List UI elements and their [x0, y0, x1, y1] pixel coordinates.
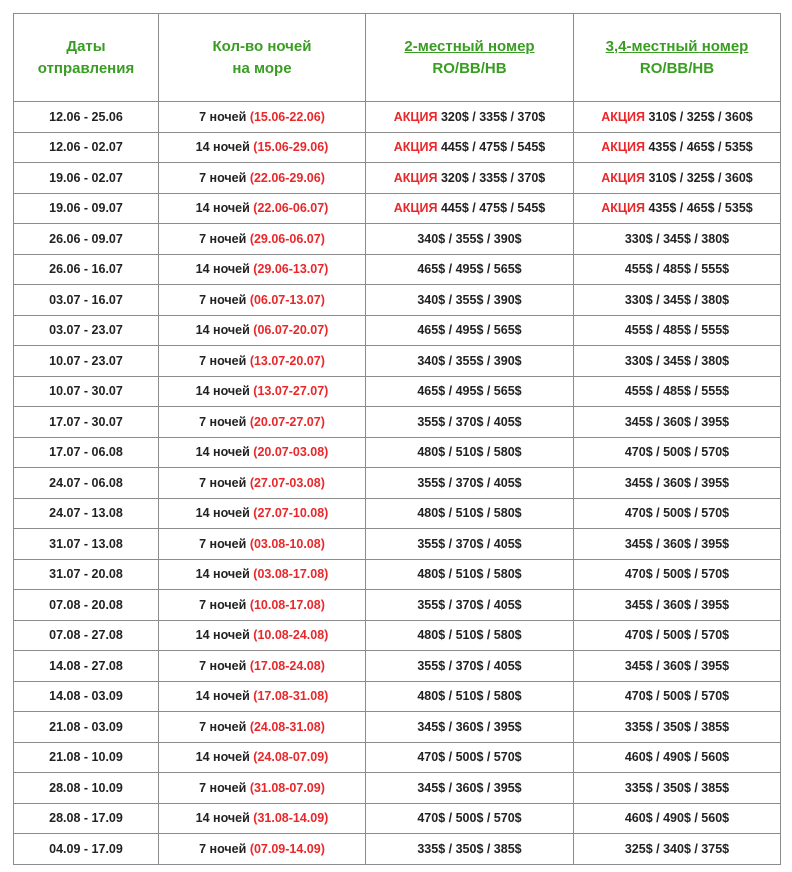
departure-dates-cell: 26.06 - 16.07 [14, 254, 159, 285]
nights-period: (10.08-17.08) [249, 597, 325, 612]
price-values: 465$ / 495$ / 565$ [417, 262, 522, 277]
nights-count: 7 ночей [199, 658, 247, 673]
price-values: 345$ / 360$ / 395$ [624, 414, 730, 429]
nights-count: 7 ночей [199, 414, 247, 429]
departure-dates-cell: 14.08 - 03.09 [14, 681, 159, 712]
price-values: 345$ / 360$ / 395$ [624, 597, 730, 612]
nights-period: (03.08-17.08) [253, 567, 329, 582]
departure-dates-cell: 10.07 - 23.07 [14, 346, 159, 377]
nights-count: 7 ночей [199, 841, 247, 856]
double-room-price-cell [366, 163, 574, 194]
nights-period: (17.08-31.08) [253, 689, 329, 704]
table-row [14, 498, 781, 529]
nights-count: 14 ночей [195, 750, 250, 765]
nights-cell [159, 559, 366, 590]
nights-cell [159, 437, 366, 468]
price-values: 340$ / 355$ / 390$ [417, 353, 522, 368]
nights-period: (29.06-13.07) [253, 262, 329, 277]
nights-period: (24.08-31.08) [249, 719, 325, 734]
table-row [14, 376, 781, 407]
table-row [14, 651, 781, 682]
departure-dates-cell: 04.09 - 17.09 [14, 834, 159, 865]
nights-count: 7 ночей [199, 170, 247, 185]
departure-dates-cell: 12.06 - 02.07 [14, 132, 159, 163]
table-row [14, 193, 781, 224]
triple-quad-room-price-cell [574, 285, 781, 316]
nights-period: (15.06-29.06) [253, 140, 329, 155]
nights-count: 14 ночей [195, 811, 250, 826]
departure-dates-cell: 31.07 - 20.08 [14, 559, 159, 590]
departure-dates-cell: 24.07 - 06.08 [14, 468, 159, 499]
nights-cell [159, 193, 366, 224]
tour-price-table [13, 13, 781, 865]
table-row [14, 620, 781, 651]
header-nights-line1: Кол-во ночей [212, 37, 312, 55]
nights-period: (06.07-13.07) [249, 292, 325, 307]
triple-quad-room-price-cell [574, 681, 781, 712]
double-room-price-cell [366, 315, 574, 346]
triple-quad-room-price-cell [574, 651, 781, 682]
triple-quad-room-price-cell [574, 773, 781, 804]
price-values: 355$ / 370$ / 405$ [417, 536, 522, 551]
price-values: 455$ / 485$ / 555$ [624, 384, 730, 399]
table-row [14, 346, 781, 377]
header-departure-dates [14, 14, 159, 102]
double-room-price-cell [366, 590, 574, 621]
nights-count: 14 ночей [195, 262, 250, 277]
departure-dates-cell: 26.06 - 09.07 [14, 224, 159, 255]
double-room-price-cell [366, 773, 574, 804]
nights-count: 14 ночей [195, 567, 250, 582]
price-values: 330$ / 345$ / 380$ [624, 292, 730, 307]
double-room-price-cell [366, 132, 574, 163]
price-values: 445$ / 475$ / 545$ [440, 140, 546, 155]
nights-count: 7 ночей [199, 231, 247, 246]
price-values: 330$ / 345$ / 380$ [624, 353, 730, 368]
header-nights-at-sea [159, 14, 366, 102]
price-values: 465$ / 495$ / 565$ [417, 323, 522, 338]
double-room-price-cell [366, 498, 574, 529]
price-values: 340$ / 355$ / 390$ [417, 231, 522, 246]
header-double-room-link[interactable]: 2-местный номер [404, 37, 535, 55]
price-values: 345$ / 360$ / 395$ [417, 780, 522, 795]
nights-count: 14 ночей [195, 506, 250, 521]
double-room-price-cell [366, 712, 574, 743]
table-row [14, 559, 781, 590]
triple-quad-room-price-cell [574, 712, 781, 743]
header-triple-quad-room[interactable] [574, 14, 781, 102]
price-values: 465$ / 495$ / 565$ [417, 384, 522, 399]
table-row [14, 132, 781, 163]
price-values: 470$ / 500$ / 570$ [624, 445, 730, 460]
table-row [14, 102, 781, 133]
nights-period: (31.08-07.09) [249, 780, 325, 795]
header-double-room-boards: RO/BB/HB [432, 59, 507, 77]
price-values: 335$ / 350$ / 385$ [624, 780, 730, 795]
nights-period: (29.06-06.07) [249, 231, 325, 246]
price-values: 435$ / 465$ / 535$ [648, 140, 753, 155]
price-values: 340$ / 355$ / 390$ [417, 292, 522, 307]
departure-dates-cell: 19.06 - 02.07 [14, 163, 159, 194]
double-room-price-cell [366, 681, 574, 712]
nights-cell [159, 590, 366, 621]
table-row [14, 803, 781, 834]
nights-count: 7 ночей [199, 597, 247, 612]
nights-period: (07.09-14.09) [249, 841, 325, 856]
departure-dates-cell: 21.08 - 10.09 [14, 742, 159, 773]
price-values: 455$ / 485$ / 555$ [624, 323, 730, 338]
table-row [14, 590, 781, 621]
triple-quad-room-price-cell [574, 803, 781, 834]
price-values: 320$ / 335$ / 370$ [440, 109, 546, 124]
table-row [14, 834, 781, 865]
price-values: 335$ / 350$ / 385$ [417, 841, 522, 856]
double-room-price-cell [366, 102, 574, 133]
table-row [14, 712, 781, 743]
price-values: 480$ / 510$ / 580$ [417, 628, 522, 643]
departure-dates-cell: 24.07 - 13.08 [14, 498, 159, 529]
double-room-price-cell [366, 437, 574, 468]
table-row [14, 529, 781, 560]
triple-quad-room-price-cell [574, 407, 781, 438]
price-values: 480$ / 510$ / 580$ [417, 506, 522, 521]
price-values: 345$ / 360$ / 395$ [624, 658, 730, 673]
departure-dates-cell: 12.06 - 25.06 [14, 102, 159, 133]
nights-count: 7 ночей [199, 536, 247, 551]
promo-label: АКЦИЯ [393, 140, 438, 155]
double-room-price-cell [366, 468, 574, 499]
double-room-price-cell [366, 285, 574, 316]
nights-cell [159, 102, 366, 133]
triple-quad-room-price-cell [574, 132, 781, 163]
double-room-price-cell [366, 346, 574, 377]
table-row [14, 773, 781, 804]
nights-cell [159, 529, 366, 560]
header-triple-quad-room-link[interactable]: 3,4-местный номер [605, 37, 749, 55]
double-room-price-cell [366, 651, 574, 682]
promo-label: АКЦИЯ [393, 109, 438, 124]
triple-quad-room-price-cell [574, 254, 781, 285]
price-values: 470$ / 500$ / 570$ [417, 750, 522, 765]
triple-quad-room-price-cell [574, 834, 781, 865]
triple-quad-room-price-cell [574, 559, 781, 590]
nights-count: 7 ночей [199, 353, 247, 368]
nights-count: 7 ночей [199, 719, 247, 734]
nights-period: (27.07-10.08) [253, 506, 329, 521]
nights-period: (15.06-22.06) [249, 109, 325, 124]
nights-cell [159, 346, 366, 377]
table-row [14, 285, 781, 316]
table-row [14, 163, 781, 194]
nights-period: (17.08-24.08) [249, 658, 325, 673]
promo-label: АКЦИЯ [601, 170, 645, 185]
nights-cell [159, 620, 366, 651]
nights-cell [159, 498, 366, 529]
header-nights-line2: на море [232, 59, 292, 77]
price-values: 470$ / 500$ / 570$ [417, 811, 522, 826]
departure-dates-cell: 14.08 - 27.08 [14, 651, 159, 682]
table-row [14, 407, 781, 438]
nights-period: (20.07-27.07) [249, 414, 325, 429]
table-row [14, 437, 781, 468]
price-values: 470$ / 500$ / 570$ [624, 506, 730, 521]
departure-dates-cell: 17.07 - 30.07 [14, 407, 159, 438]
nights-period: (13.07-27.07) [253, 384, 329, 399]
price-values: 480$ / 510$ / 580$ [417, 689, 522, 704]
nights-count: 7 ночей [199, 475, 247, 490]
departure-dates-cell: 17.07 - 06.08 [14, 437, 159, 468]
nights-cell [159, 681, 366, 712]
double-room-price-cell [366, 742, 574, 773]
nights-cell [159, 224, 366, 255]
price-values: 345$ / 360$ / 395$ [417, 719, 522, 734]
price-values: 345$ / 360$ / 395$ [624, 475, 730, 490]
price-values: 325$ / 340$ / 375$ [624, 841, 730, 856]
price-values: 435$ / 465$ / 535$ [648, 201, 753, 216]
double-room-price-cell [366, 224, 574, 255]
price-values: 460$ / 490$ / 560$ [624, 811, 730, 826]
departure-dates-cell: 10.07 - 30.07 [14, 376, 159, 407]
departure-dates-cell: 03.07 - 16.07 [14, 285, 159, 316]
departure-dates-cell: 03.07 - 23.07 [14, 315, 159, 346]
nights-cell [159, 773, 366, 804]
nights-period: (24.08-07.09) [253, 750, 329, 765]
price-values: 480$ / 510$ / 580$ [417, 445, 522, 460]
nights-cell [159, 803, 366, 834]
price-values: 330$ / 345$ / 380$ [624, 231, 730, 246]
triple-quad-room-price-cell [574, 498, 781, 529]
departure-dates-cell: 28.08 - 10.09 [14, 773, 159, 804]
price-values: 320$ / 335$ / 370$ [440, 170, 546, 185]
price-values: 455$ / 485$ / 555$ [624, 262, 730, 277]
nights-count: 14 ночей [195, 323, 250, 338]
nights-period: (10.08-24.08) [253, 628, 329, 643]
nights-cell [159, 315, 366, 346]
table-row [14, 681, 781, 712]
nights-cell [159, 742, 366, 773]
nights-count: 14 ночей [195, 140, 250, 155]
double-room-price-cell [366, 803, 574, 834]
double-room-price-cell [366, 193, 574, 224]
double-room-price-cell [366, 529, 574, 560]
price-values: 345$ / 360$ / 395$ [624, 536, 730, 551]
table-row [14, 254, 781, 285]
departure-dates-cell: 21.08 - 03.09 [14, 712, 159, 743]
price-values: 470$ / 500$ / 570$ [624, 567, 730, 582]
nights-count: 14 ночей [195, 201, 250, 216]
promo-label: АКЦИЯ [393, 170, 438, 185]
header-departure-dates-line2: отправления [37, 59, 135, 77]
nights-cell [159, 834, 366, 865]
nights-period: (20.07-03.08) [253, 445, 329, 460]
table-row [14, 315, 781, 346]
nights-period: (06.07-20.07) [253, 323, 329, 338]
double-room-price-cell [366, 376, 574, 407]
nights-cell [159, 468, 366, 499]
nights-period: (13.07-20.07) [249, 353, 325, 368]
table-row [14, 742, 781, 773]
triple-quad-room-price-cell [574, 742, 781, 773]
departure-dates-cell: 28.08 - 17.09 [14, 803, 159, 834]
nights-cell [159, 254, 366, 285]
price-values: 445$ / 475$ / 545$ [440, 201, 546, 216]
nights-count: 14 ночей [195, 628, 250, 643]
triple-quad-room-price-cell [574, 437, 781, 468]
nights-cell [159, 132, 366, 163]
triple-quad-room-price-cell [574, 163, 781, 194]
nights-count: 14 ночей [195, 384, 250, 399]
nights-cell [159, 376, 366, 407]
promo-label: АКЦИЯ [601, 109, 645, 124]
triple-quad-room-price-cell [574, 346, 781, 377]
price-values: 470$ / 500$ / 570$ [624, 689, 730, 704]
nights-period: (03.08-10.08) [249, 536, 325, 551]
triple-quad-room-price-cell [574, 620, 781, 651]
departure-dates-cell: 07.08 - 27.08 [14, 620, 159, 651]
double-room-price-cell [366, 834, 574, 865]
double-room-price-cell [366, 620, 574, 651]
triple-quad-room-price-cell [574, 102, 781, 133]
double-room-price-cell [366, 559, 574, 590]
nights-period: (31.08-14.09) [253, 811, 329, 826]
table-body [14, 102, 781, 865]
triple-quad-room-price-cell [574, 590, 781, 621]
triple-quad-room-price-cell [574, 224, 781, 255]
header-triple-quad-room-boards: RO/BB/HB [639, 59, 715, 77]
nights-cell [159, 285, 366, 316]
price-values: 355$ / 370$ / 405$ [417, 475, 522, 490]
nights-cell [159, 407, 366, 438]
price-values: 310$ / 325$ / 360$ [648, 109, 753, 124]
nights-count: 7 ночей [199, 109, 247, 124]
table-header [14, 14, 781, 102]
departure-dates-cell: 07.08 - 20.08 [14, 590, 159, 621]
price-values: 310$ / 325$ / 360$ [648, 170, 753, 185]
price-values: 355$ / 370$ / 405$ [417, 658, 522, 673]
nights-cell [159, 712, 366, 743]
price-values: 460$ / 490$ / 560$ [624, 750, 730, 765]
header-row [14, 14, 781, 102]
nights-count: 14 ночей [195, 689, 250, 704]
departure-dates-cell: 31.07 - 13.08 [14, 529, 159, 560]
nights-count: 14 ночей [195, 445, 250, 460]
nights-period: (22.06-06.07) [253, 201, 329, 216]
triple-quad-room-price-cell [574, 193, 781, 224]
nights-period: (22.06-29.06) [249, 170, 325, 185]
price-values: 480$ / 510$ / 580$ [417, 567, 522, 582]
double-room-price-cell [366, 407, 574, 438]
triple-quad-room-price-cell [574, 376, 781, 407]
price-values: 335$ / 350$ / 385$ [624, 719, 730, 734]
triple-quad-room-price-cell [574, 315, 781, 346]
table-row [14, 224, 781, 255]
nights-count: 7 ночей [199, 780, 247, 795]
nights-cell [159, 163, 366, 194]
nights-cell [159, 651, 366, 682]
double-room-price-cell [366, 254, 574, 285]
price-values: 355$ / 370$ / 405$ [417, 414, 522, 429]
triple-quad-room-price-cell [574, 529, 781, 560]
price-values: 355$ / 370$ / 405$ [417, 597, 522, 612]
promo-label: АКЦИЯ [601, 201, 645, 216]
nights-count: 7 ночей [199, 292, 247, 307]
nights-period: (27.07-03.08) [249, 475, 325, 490]
header-double-room[interactable] [366, 14, 574, 102]
header-departure-dates-line1: Даты [66, 37, 106, 55]
promo-label: АКЦИЯ [601, 140, 645, 155]
promo-label: АКЦИЯ [393, 201, 438, 216]
departure-dates-cell: 19.06 - 09.07 [14, 193, 159, 224]
price-values: 470$ / 500$ / 570$ [624, 628, 730, 643]
table-row [14, 468, 781, 499]
triple-quad-room-price-cell [574, 468, 781, 499]
